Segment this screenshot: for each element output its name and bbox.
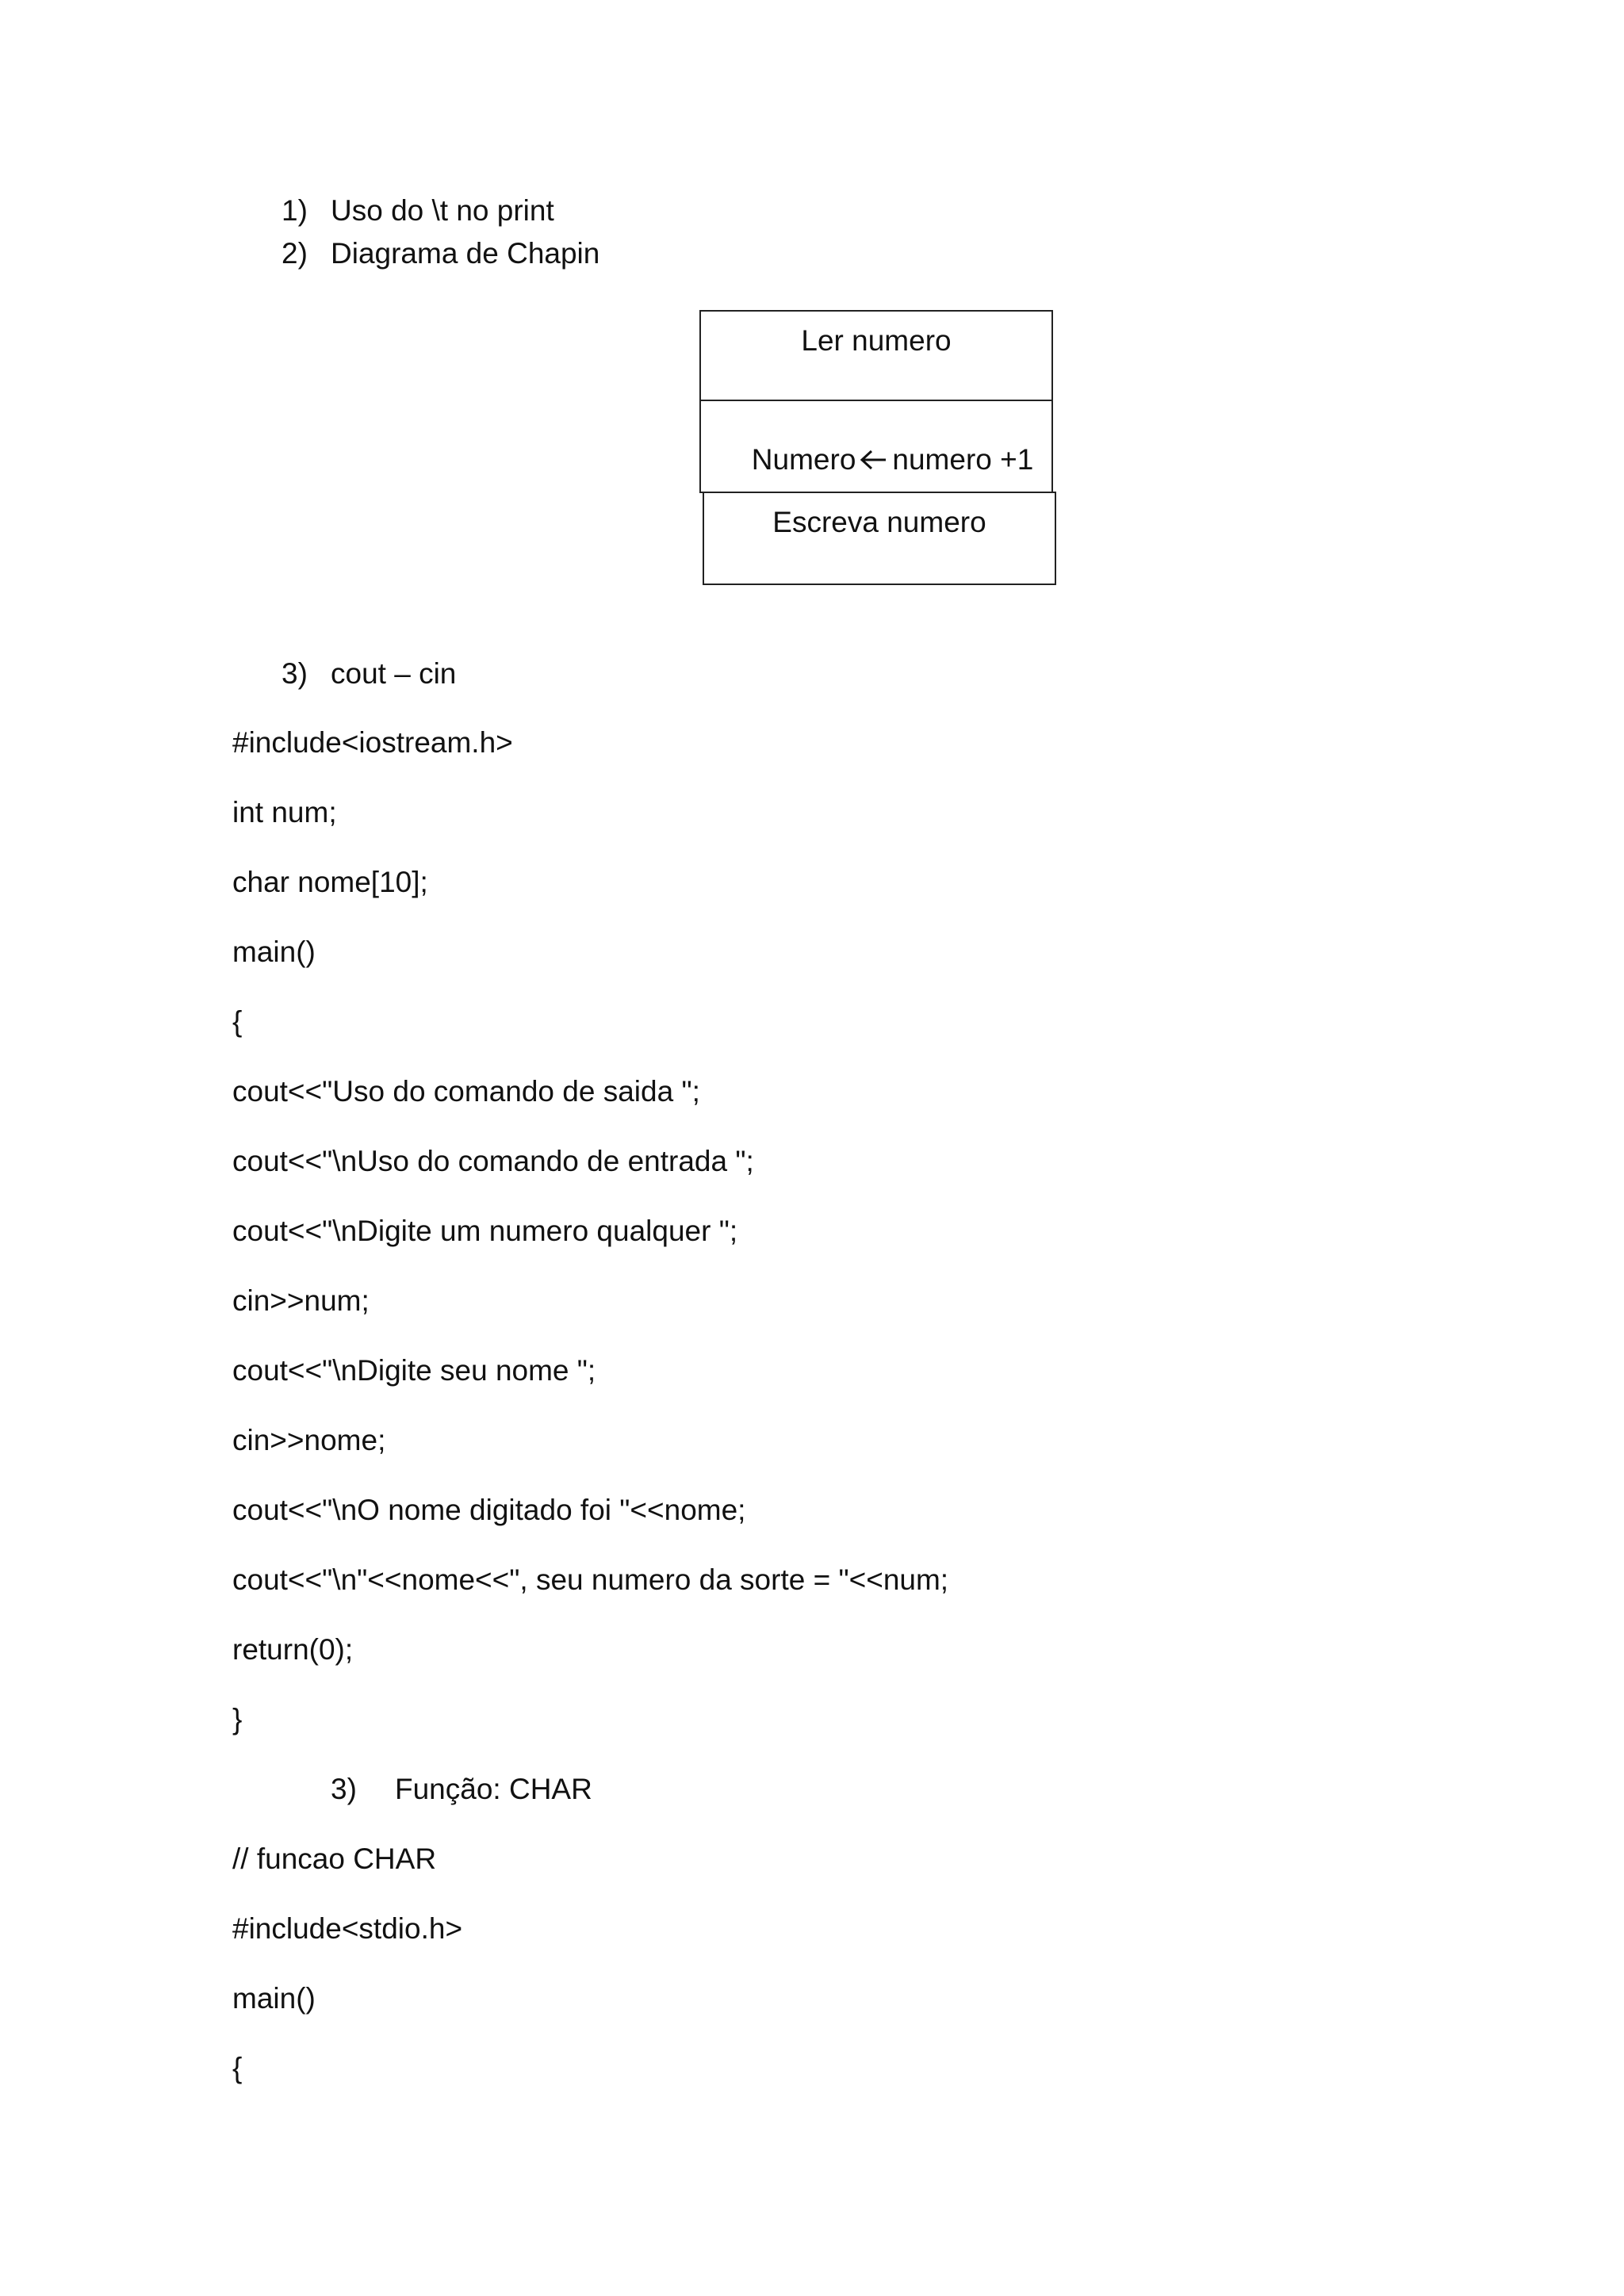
- code1-line-2: int num;: [232, 796, 337, 828]
- section3-number: 3): [282, 657, 308, 690]
- code1-line-7: cout<<"\nUso do comando de entrada ";: [232, 1145, 754, 1177]
- assign-right-text: numero +1: [892, 443, 1034, 476]
- code1-line-1: #include<iostream.h>: [232, 726, 513, 759]
- chapin-box-assign: [699, 400, 1053, 493]
- code1-line-11: cin>>nome;: [232, 1424, 386, 1456]
- code1-line-13: cout<<"\n"<<nome<<", seu numero da sorte = "<<num;: [232, 1563, 949, 1596]
- chapin-box-write-label: Escreva numero: [772, 506, 986, 538]
- list-item-2-text: Diagrama de Chapin: [331, 237, 600, 270]
- code1-line-6: cout<<"Uso do comando de saida ";: [232, 1075, 700, 1108]
- section3-title: cout – cin: [331, 657, 457, 690]
- section3b-number: 3): [331, 1773, 357, 1805]
- code1-line-12: cout<<"\nO nome digitado foi "<<nome;: [232, 1494, 746, 1526]
- code2-line-2: #include<stdio.h>: [232, 1912, 463, 1945]
- code1-line-10: cout<<"\nDigite seu nome ";: [232, 1354, 596, 1387]
- code1-line-9: cin>>num;: [232, 1284, 370, 1317]
- list-item-1-text: Uso do \t no print: [331, 194, 554, 227]
- code1-line-3: char nome[10];: [232, 866, 428, 898]
- code1-line-14: return(0);: [232, 1633, 354, 1666]
- code2-line-4: {: [232, 2052, 243, 2084]
- chapin-box-write: [703, 492, 1056, 585]
- section3b-title: Função: CHAR: [395, 1773, 592, 1805]
- code1-line-8: cout<<"\nDigite um numero qualquer ";: [232, 1215, 738, 1247]
- code1-line-5: {: [232, 1005, 243, 1038]
- left-arrow-icon: [859, 447, 889, 476]
- code2-line-1: // funcao CHAR: [232, 1843, 437, 1875]
- code2-line-3: main(): [232, 1982, 316, 2015]
- chapin-box-read: [699, 310, 1053, 401]
- chapin-box-read-label: Ler numero: [801, 324, 952, 357]
- assign-left-text: Numero: [751, 443, 856, 476]
- list-item-2-number: 2): [282, 237, 308, 270]
- code1-line-15: }: [232, 1703, 243, 1735]
- list-item-1-number: 1): [282, 194, 308, 227]
- code1-line-4: main(): [232, 936, 316, 968]
